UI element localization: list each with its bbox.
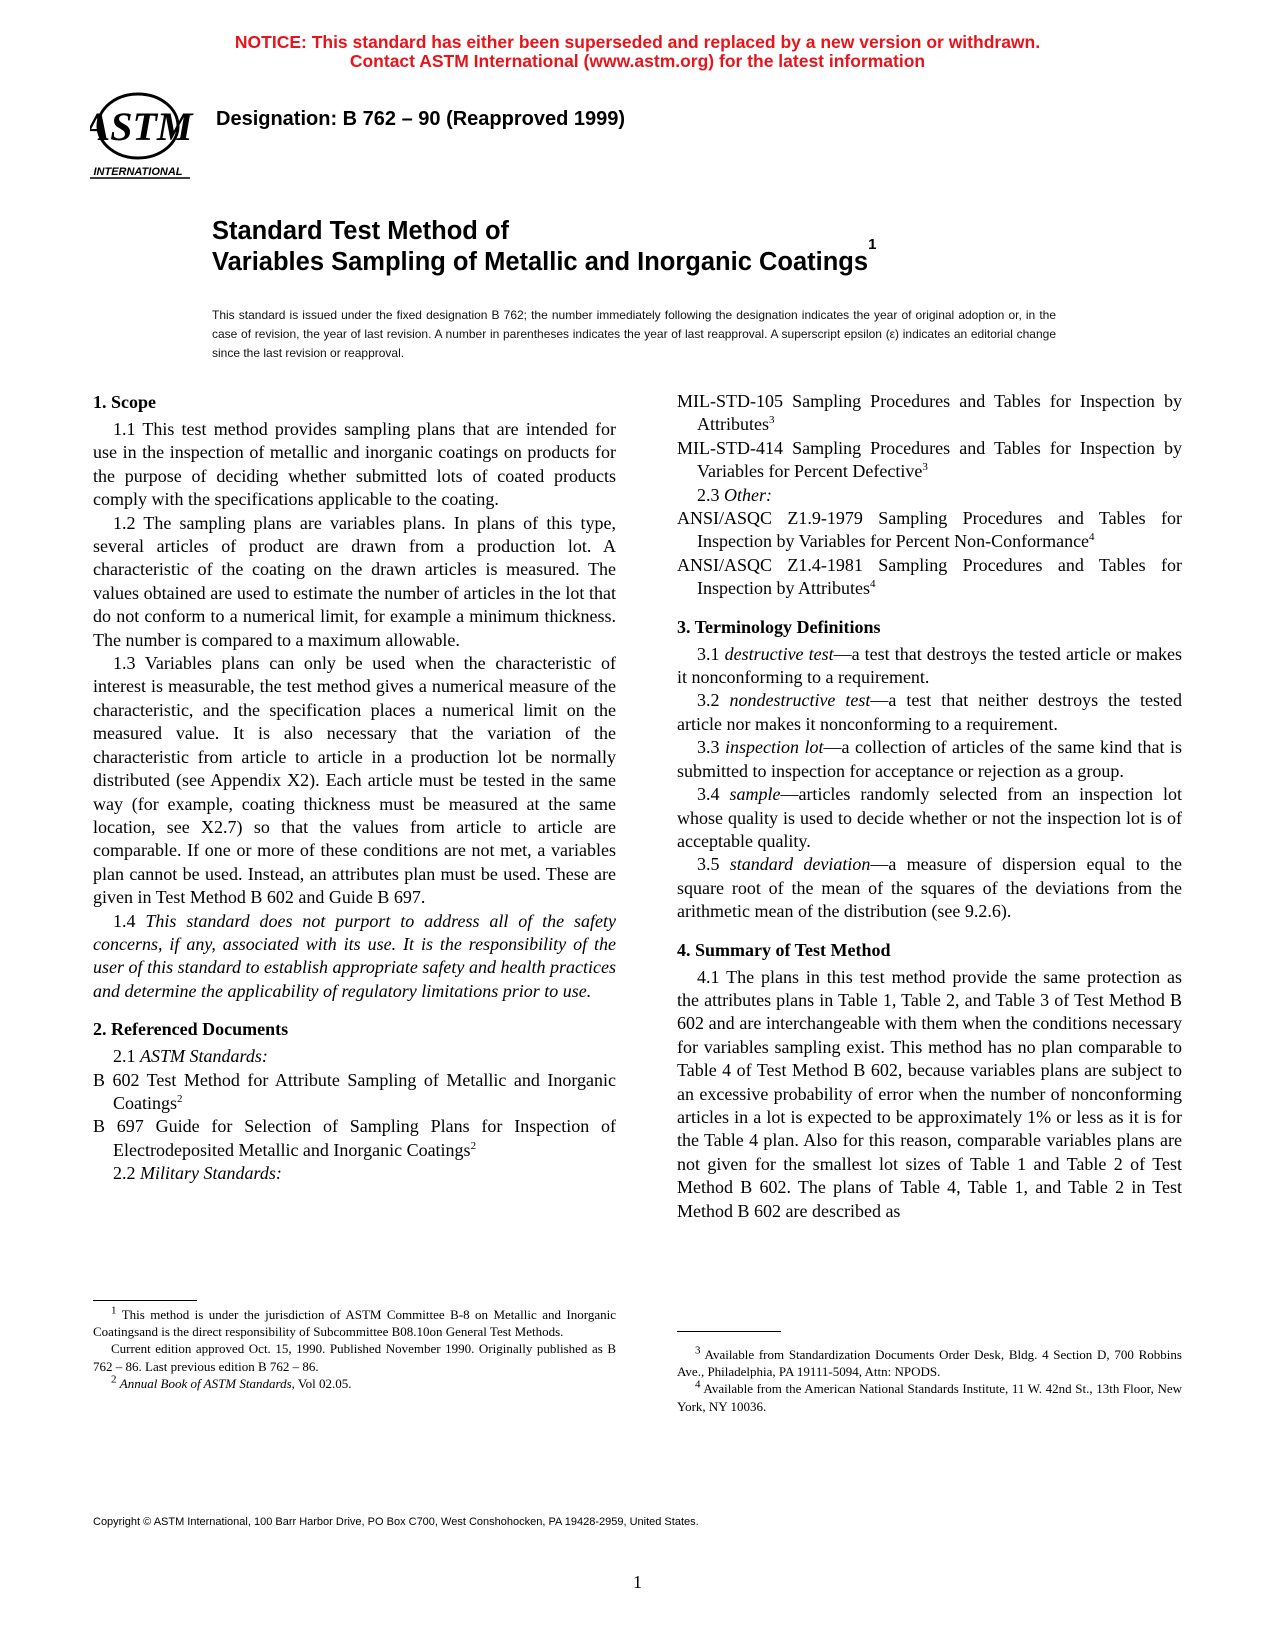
ref-b602: B 602 Test Method for Attribute Sampling of Metallic and Inorganic Coatings$^2$ bbox=[93, 1069, 616, 1113]
para-4-1: 4.1 The plans in this test method provide the same protection as the attributes plans in Table 1, Table 2, and Table 3 of Test Method B 602 and are interchangeable with them when the conditions necessary for variables sampling exist. This method has no plan comparable to Table 4 of Test Method B 602, because variables plans are subject to an excessive probability of error when the number of nonconforming articles in a lot is expected to be approximately 1% or less as it is for the Table 4 plan. Also for this reason, comparable variables plans are not given for the smallest lot sizes of Table 1 and Table 2 of Test Method B 602. The plans of Table 4, Table 1, and Table 2 in Test Method B 602 are described as bbox=[677, 966, 1182, 1221]
footnote-2: $^2$ Annual Book of ASTM Standards, Vol 02.05. bbox=[111, 1373, 352, 1391]
title-line-1: Standard Test Method of bbox=[212, 217, 510, 245]
footnote-3: $^3$ Available from Standardization Documents Order Desk, Bldg. 4 Section D, 700 Robbins Ave., Philadelphia, PA 19111-5094, Attn: NPODS. bbox=[677, 1344, 1182, 1380]
astm-logo bbox=[90, 88, 202, 184]
designation: Designation: B 762 – 90 (Reapproved 1999) bbox=[216, 108, 626, 130]
footnote-rule-right bbox=[677, 1331, 781, 1332]
def-3-1: 3.1 destructive test—a test that destroys the tested article or makes it nonconforming to a requirement. bbox=[677, 643, 1183, 688]
logo-label: INTERNATIONAL bbox=[93, 166, 183, 178]
ref-z19: ANSI/ASQC Z1.9-1979 Sampling Procedures and Tables for Inspection by Variables for Percent Non-Conformance$^4$ bbox=[677, 508, 1182, 552]
astm-logo-icon bbox=[90, 88, 202, 184]
ref-mil105: MIL-STD-105 Sampling Procedures and Tables for Inspection by Attributes$^3$ bbox=[677, 391, 1182, 435]
para-1-2: 1.2 The sampling plans are variables plans. In plans of this type, several articles of product are drawn from a production lot. A characteristic of the coating on the drawn articles is measured. The values obtained are used to estimate the number of articles in the lot that do not conform to a numerical limit, for example a minimum thickness. The number is compared to a maximum allowable. bbox=[93, 512, 616, 650]
para-2-2: 2.2 Military Standards: bbox=[113, 1163, 282, 1184]
footnote-1b: Current edition approved Oct. 15, 1990. Published November 1990. Originally published as B 762 – 86. Last previous edition B 762 – 86. bbox=[93, 1341, 616, 1374]
title-line-2: Variables Sampling of Metallic and Inorganic Coatings$^1$ bbox=[212, 236, 877, 276]
def-3-3: 3.3 inspection lot—a collection of articles of the same kind that is submitted to inspection for acceptance or rejection as a group. bbox=[677, 737, 1182, 781]
footnote-rule-left bbox=[93, 1300, 197, 1301]
footnote-4: $^4$ Available from the American National Standards Institute, 11 W. 42nd St., 13th Floor, New York, NY 10036. bbox=[677, 1379, 1182, 1414]
para-1-1: 1.1 This test method provides sampling plans that are intended for use in the inspection of metallic and inorganic coatings on products for the purpose of deciding whether submitted lots of coated products comply with the specifications applicable to the coating. bbox=[93, 419, 616, 510]
def-3-4: 3.4 sample—articles randomly selected from an inspection lot whose quality is used to decide whether or not the inspection lot is of acceptable quality. bbox=[677, 784, 1183, 851]
ref-mil414: MIL-STD-414 Sampling Procedures and Tables for Inspection by Variables for Percent Defective$^3$ bbox=[677, 437, 1182, 482]
footnotes-right bbox=[677, 1346, 1182, 1415]
notice-banner bbox=[0, 33, 1275, 71]
svg-text:ASTM: ASTM bbox=[90, 104, 193, 149]
para-1-4: 1.4 This standard does not purport to address all of the safety concerns, if any, associated with its use. It is the responsibility of the user of this standard to establish appropriate safety and health practices and determine the applicability of regulatory limitations prior to use. bbox=[93, 910, 617, 1001]
section-4-heading: 4. Summary of Test Method bbox=[677, 939, 891, 960]
notice-line-2: Contact ASTM International (www.astm.org) for the latest information bbox=[349, 51, 926, 71]
ref-b697: B 697 Guide for Selection of Sampling Plans for Inspection of Electrodeposited Metallic and Inorganic Coatings$^2$ bbox=[93, 1116, 616, 1160]
issued-note: This standard is issued under the fixed designation B 762; the number immediately following the designation indicates the year of original adoption or, in the case of revision, the year of last revision. A number in parentheses indicates the year of last reapproval. A superscript epsilon (ε) indicates an editorial change since the last revision or reapproval. bbox=[212, 308, 1056, 360]
section-2-heading: 2. Referenced Documents bbox=[93, 1019, 289, 1040]
def-3-5: 3.5 standard deviation—a measure of dispersion equal to the square root of the mean of the squares of the deviations from the arithmetic mean of the distribution (see 9.2.6). bbox=[677, 854, 1182, 922]
def-3-2: 3.2 nondestructive test—a test that neither destroys the tested article nor makes it nonconforming to a requirement. bbox=[677, 690, 1183, 734]
right-column bbox=[677, 390, 1182, 1223]
page-title bbox=[212, 216, 876, 278]
para-2-1: 2.1 ASTM Standards: bbox=[113, 1046, 268, 1067]
copyright: Copyright © ASTM International, 100 Barr Harbor Drive, PO Box C700, West Conshohocken, PA 19428-2959, United States. bbox=[93, 1516, 699, 1528]
section-3-heading: 3. Terminology Definitions bbox=[677, 616, 881, 637]
para-2-3: 2.3 Other: bbox=[697, 484, 772, 505]
ref-z14: ANSI/ASQC Z1.4-1981 Sampling Procedures and Tables for Inspection by Attributes$^4$ bbox=[677, 554, 1182, 599]
footnotes-left bbox=[93, 1306, 616, 1392]
left-column bbox=[93, 390, 616, 1186]
footnote-1: $^1$ This method is under the jurisdiction of ASTM Committee B-8 on Metallic and Inorganic Coatingsand is the direct responsibility of Subcommittee B08.10on General Test Methods. bbox=[93, 1304, 616, 1340]
section-1-heading: 1. Scope bbox=[93, 392, 156, 412]
notice-line-1: NOTICE: This standard has either been superseded and replaced by a new version or withdrawn. bbox=[234, 32, 1041, 52]
para-1-3: 1.3 Variables plans can only be used when the characteristic of interest is measurable, the test method gives a numerical measure of the characteristic, and the specification places a numerical limit on the measured value. It is also necessary that the variation of the characteristic from article to article in a production lot be normally distributed (see Appendix X2). Each article must be tested in the same way (for example, coating thickness must be measured at the same location, see X2.7) so that the values from article to article are comparable. If one or more of these conditions are not met, a variables plan cannot be used. Instead, an attributes plan must be used. These are given in Test Method B 602 and Guide B 697. bbox=[93, 653, 616, 908]
page-number: 1 bbox=[633, 1572, 642, 1592]
